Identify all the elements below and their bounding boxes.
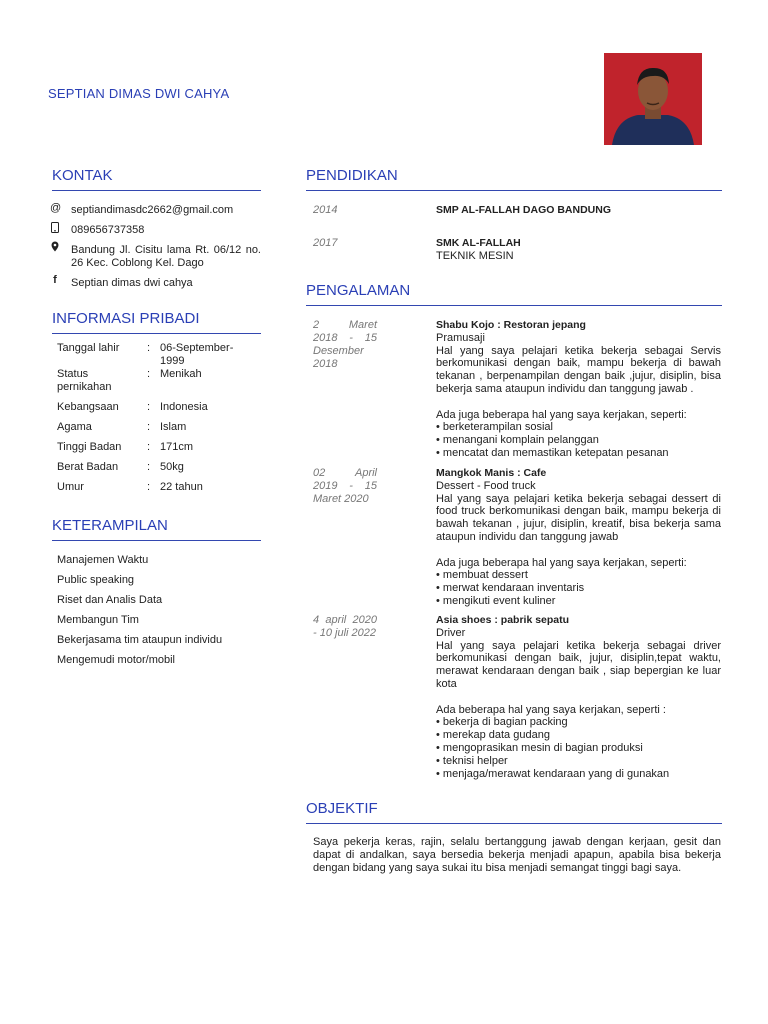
experience-entry xyxy=(436,614,721,780)
objektif-title: OBJEKTIF xyxy=(306,800,378,817)
skill-item: Manajemen Waktu xyxy=(57,554,149,566)
candidate-name: SEPTIAN DIMAS DWI CAHYA xyxy=(48,86,230,101)
task-bullet: • mencatat dan memastikan ketepatan pesanan xyxy=(436,446,669,459)
job-description: Hal yang saya pelajari ketika bekerja sebagai Servis berkomunikasi dengan baik, mampu bekerja di bawah tekanan , berpenampilan dengan baik ,jujur, disiplin, bisa bekerja sama ataupun individu dan tanggung jawab . xyxy=(436,344,721,395)
skill-item: Riset dan Analis Data xyxy=(57,594,163,606)
objektif-divider xyxy=(306,823,722,824)
tasks-intro: Ada juga beberapa hal yang saya kerjakan, seperti: xyxy=(436,408,687,421)
task-bullet: • membuat dessert xyxy=(436,569,528,582)
kontak-title: KONTAK xyxy=(52,167,113,184)
facebook-icon: f xyxy=(53,274,57,286)
pengalaman-divider xyxy=(306,305,722,306)
company-name: Asia shoes : pabrik sepatu xyxy=(436,614,570,626)
keterampilan-divider xyxy=(52,540,261,541)
task-bullet: • menjaga/merawat kendaraan yang di gunakan xyxy=(436,767,670,780)
school-major: TEKNIK MESIN xyxy=(436,249,514,262)
job-description: Hal yang saya pelajari ketika bekerja sebagai dessert di food truck berkomunikasi dengan baik, mampu bekerja di bawah tekanan , jujur, disiplin, kreatif, bisa bekerja sama ataupun individu dan tanggung jawab xyxy=(436,492,721,543)
experience-entry xyxy=(436,467,721,608)
task-bullet: • merwat kendaraan inventaris xyxy=(436,582,585,595)
task-bullet: • menangani komplain pelanggan xyxy=(436,434,599,447)
education-entry xyxy=(436,204,721,217)
job-role: Dessert - Food truck xyxy=(436,479,536,492)
facebook-text[interactable]: Septian dimas dwi cahya xyxy=(71,277,193,289)
tasks-intro: Ada juga beberapa hal yang saya kerjakan, seperti: xyxy=(436,556,687,569)
experience-date: 02 April 2019 - 15 Maret 2020 xyxy=(313,467,377,505)
job-role: Driver xyxy=(436,626,466,639)
task-bullet: • mengikuti event kuliner xyxy=(436,594,556,607)
company-name: Shabu Kojo : Restoran jepang xyxy=(436,319,586,331)
experience-entry xyxy=(436,319,721,460)
school-name: SMK AL-FALLAH xyxy=(436,237,521,249)
phone-text[interactable]: 089656737358 xyxy=(71,224,145,236)
task-bullet: • bekerja di bagian packing xyxy=(436,716,568,729)
person-photo-icon xyxy=(604,53,702,145)
informasi-divider xyxy=(52,333,261,334)
task-bullet: • merekap data gudang xyxy=(436,729,550,742)
email-icon: @ xyxy=(50,202,62,214)
company-name: Mangkok Manis : Cafe xyxy=(436,467,547,479)
pendidikan-title: PENDIDIKAN xyxy=(306,167,398,184)
task-bullet: • berketerampilan sosial xyxy=(436,421,553,434)
address-text: Bandung Jl. Cisitu lama Rt. 06/12 no. 26 Kec. Coblong Kel. Dago xyxy=(71,244,261,269)
education-year: 2017 xyxy=(313,237,338,249)
school-name: SMP AL-FALLAH DAGO BANDUNG xyxy=(436,204,611,216)
email-text[interactable]: septiandimasdc2662@gmail.com xyxy=(71,204,234,216)
skill-item: Bekerjasama tim ataupun individu xyxy=(57,634,223,646)
job-role: Pramusaji xyxy=(436,331,485,344)
skill-item: Mengemudi motor/mobil xyxy=(57,654,175,666)
tasks-intro: Ada beberapa hal yang saya kerjakan, seperti : xyxy=(436,703,666,716)
education-entry xyxy=(436,237,721,263)
experience-date: 4 april 2020 - 10 juli 2022 xyxy=(313,614,377,639)
job-description: Hal yang saya pelajari ketika bekerja sebagai driver berkomunikasi dengan baik, jujur, disiplin,tepat waktu, merawat kendaraan dengan baik , siap bepergian ke luar kota xyxy=(436,639,721,690)
education-year: 2014 xyxy=(313,204,338,216)
skill-item: Membangun Tim xyxy=(57,614,139,626)
location-pin-icon xyxy=(50,241,60,255)
kontak-divider xyxy=(52,190,261,191)
pendidikan-divider xyxy=(306,190,722,191)
objective-text: Saya pekerja keras, rajin, selalu bertanggung jawab dengan kerjaan, gesit dan dapat di andalkan, saya bersedia bekerja menjadi apapun, apabila bisa bekerja dengan bidang yang saya sukai itu bisa menjadi semangat tinggi bagi saya. xyxy=(313,836,721,874)
skill-item: Public speaking xyxy=(57,574,135,586)
pengalaman-title: PENGALAMAN xyxy=(306,282,411,299)
phone-icon xyxy=(50,222,60,236)
keterampilan-title: KETERAMPILAN xyxy=(52,517,168,534)
profile-photo xyxy=(604,53,702,145)
task-bullet: • teknisi helper xyxy=(436,754,508,767)
informasi-title: INFORMASI PRIBADI xyxy=(52,310,200,327)
task-bullet: • mengoprasikan mesin di bagian produksi xyxy=(436,741,643,754)
experience-date: 2 Maret 2018 - 15 Desember 2018 xyxy=(313,319,377,370)
